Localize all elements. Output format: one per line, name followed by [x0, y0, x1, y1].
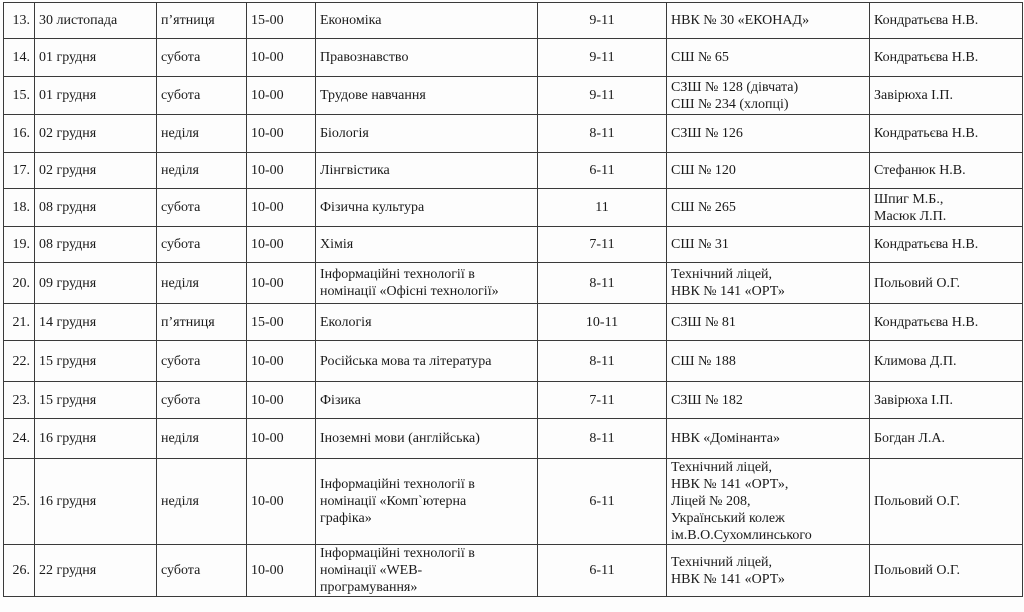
venue-cell [667, 341, 870, 382]
responsible-cell-line: Кондратьєва Н.В. [874, 237, 979, 252]
subject-cell-line: Економіка [320, 13, 382, 28]
subject-cell [316, 341, 538, 382]
weekday-cell: субота [157, 77, 247, 115]
venue-cell-line: СШ № 265 [671, 200, 736, 215]
date-cell: 14 грудня [35, 304, 157, 341]
row-number: 18. [4, 189, 35, 227]
venue-cell-line: СЗШ № 81 [671, 314, 736, 330]
venue-cell [667, 39, 870, 77]
date-cell: 16 грудня [35, 419, 157, 459]
row-number: 17. [4, 153, 35, 189]
time-cell: 15-00 [247, 3, 316, 39]
subject-cell [316, 304, 538, 341]
weekday-cell: неділя [157, 115, 247, 153]
subject-cell [316, 382, 538, 419]
weekday-cell: п’ятниця [157, 304, 247, 341]
table-row [4, 304, 1023, 341]
responsible-cell-line: Масюк Л.П. [874, 208, 947, 224]
subject-cell-line: номінації «Офісні технології» [320, 284, 499, 299]
table-row [4, 189, 1023, 227]
responsible-cell-line: Завірюха І.П. [874, 88, 953, 103]
responsible-cell [870, 39, 1023, 77]
classes-cell: 8-11 [538, 419, 667, 459]
responsible-cell-line: Кондратьєва Н.В. [874, 126, 979, 141]
responsible-cell-line: Кондратьєва Н.В. [874, 50, 979, 65]
date-cell: 15 грудня [35, 382, 157, 419]
time-cell: 10-00 [247, 341, 316, 382]
table-row [4, 341, 1023, 382]
row-number: 21. [4, 304, 35, 341]
olympiad-schedule-table [3, 2, 1023, 597]
venue-cell-line: СШ № 120 [671, 163, 736, 178]
venue-cell-line: НВК № 141 «ОРТ», [671, 477, 789, 492]
weekday-cell: неділя [157, 459, 247, 545]
classes-cell: 9-11 [538, 39, 667, 77]
row-number: 23. [4, 382, 35, 419]
time-cell: 10-00 [247, 189, 316, 227]
classes-cell: 8-11 [538, 263, 667, 304]
responsible-cell-line: Польовий О.Г. [874, 275, 961, 291]
classes-cell: 11 [538, 189, 667, 227]
responsible-cell-line: Завірюха І.П. [874, 392, 953, 408]
classes-cell: 6-11 [538, 459, 667, 545]
subject-cell [316, 419, 538, 459]
venue-cell [667, 459, 870, 545]
subject-cell-line: Російська мова та література [320, 353, 492, 369]
table-row [4, 382, 1023, 419]
classes-cell: 9-11 [538, 3, 667, 39]
time-cell: 10-00 [247, 227, 316, 263]
date-cell: 08 грудня [35, 189, 157, 227]
subject-cell [316, 263, 538, 304]
responsible-cell-line: Климова Д.П. [874, 353, 957, 369]
classes-cell: 6-11 [538, 153, 667, 189]
venue-cell [667, 227, 870, 263]
venue-cell-line: СШ № 31 [671, 237, 729, 252]
subject-cell-line: Хімія [320, 237, 354, 252]
venue-cell-line: СЗШ № 126 [671, 126, 743, 141]
responsible-cell [870, 545, 1023, 597]
classes-cell: 7-11 [538, 227, 667, 263]
row-number: 15. [4, 77, 35, 115]
subject-cell [316, 545, 538, 597]
classes-cell: 10-11 [538, 304, 667, 341]
classes-cell: 7-11 [538, 382, 667, 419]
venue-cell-line: СЗШ № 128 (дівчата) [671, 79, 799, 95]
time-cell: 10-00 [247, 545, 316, 597]
venue-cell [667, 189, 870, 227]
subject-cell-line: графіка» [320, 511, 372, 526]
table-row [4, 77, 1023, 115]
venue-cell [667, 263, 870, 304]
table-row [4, 459, 1023, 545]
schedule-body [4, 3, 1023, 597]
date-cell: 22 грудня [35, 545, 157, 597]
venue-cell [667, 419, 870, 459]
venue-cell [667, 153, 870, 189]
table-row [4, 419, 1023, 459]
venue-cell-line: СШ № 188 [671, 353, 736, 369]
subject-cell-line: Інформаційні технології в [320, 267, 475, 282]
responsible-cell [870, 227, 1023, 263]
date-cell: 08 грудня [35, 227, 157, 263]
responsible-cell-line: Польовий О.Г. [874, 563, 961, 578]
classes-cell: 9-11 [538, 77, 667, 115]
row-number: 19. [4, 227, 35, 263]
time-cell: 10-00 [247, 39, 316, 77]
date-cell: 16 грудня [35, 459, 157, 545]
venue-cell-line: Технічний ліцей, [671, 554, 773, 570]
row-number: 26. [4, 545, 35, 597]
classes-cell: 6-11 [538, 545, 667, 597]
venue-cell-line: Український колеж [671, 511, 785, 526]
time-cell: 15-00 [247, 304, 316, 341]
venue-cell-line: НВК № 30 «ЕКОНАД» [671, 13, 810, 28]
time-cell: 10-00 [247, 153, 316, 189]
date-cell: 02 грудня [35, 153, 157, 189]
classes-cell: 8-11 [538, 115, 667, 153]
responsible-cell [870, 304, 1023, 341]
row-number: 14. [4, 39, 35, 77]
weekday-cell: субота [157, 382, 247, 419]
time-cell: 10-00 [247, 382, 316, 419]
weekday-cell: субота [157, 189, 247, 227]
time-cell: 10-00 [247, 263, 316, 304]
date-cell: 15 грудня [35, 341, 157, 382]
responsible-cell-line: Польовий О.Г. [874, 494, 961, 509]
table-row [4, 545, 1023, 597]
weekday-cell: субота [157, 341, 247, 382]
weekday-cell: неділя [157, 153, 247, 189]
subject-cell-line: Фізика [320, 392, 361, 408]
responsible-cell-line: Кондратьєва Н.В. [874, 13, 979, 28]
date-cell: 30 листопада [35, 3, 157, 39]
venue-cell-line: Технічний ліцей, [671, 460, 773, 475]
date-cell: 01 грудня [35, 39, 157, 77]
row-number: 24. [4, 419, 35, 459]
subject-cell-line: програмування» [320, 580, 418, 595]
venue-cell-line: НВК № 141 «ОРТ» [671, 284, 785, 299]
time-cell: 10-00 [247, 459, 316, 545]
table-row [4, 115, 1023, 153]
venue-cell-line: ім.В.О.Сухомлинського [671, 528, 812, 543]
venue-cell-line: НВК «Домінанта» [671, 431, 781, 446]
subject-cell-line: номінації «WEB- [320, 563, 423, 578]
subject-cell [316, 39, 538, 77]
subject-cell [316, 153, 538, 189]
date-cell: 02 грудня [35, 115, 157, 153]
venue-cell [667, 77, 870, 115]
subject-cell-line: Правознавство [320, 50, 409, 65]
subject-cell-line: Трудове навчання [320, 88, 426, 103]
responsible-cell-line: Богдан Л.А. [874, 431, 946, 446]
venue-cell [667, 115, 870, 153]
responsible-cell [870, 3, 1023, 39]
time-cell: 10-00 [247, 419, 316, 459]
responsible-cell [870, 382, 1023, 419]
venue-cell [667, 545, 870, 597]
subject-cell-line: Лінгвістика [320, 163, 390, 178]
responsible-cell [870, 419, 1023, 459]
responsible-cell [870, 263, 1023, 304]
venue-cell-line: Ліцей № 208, [671, 494, 751, 509]
subject-cell [316, 189, 538, 227]
row-number: 13. [4, 3, 35, 39]
venue-cell-line: СШ № 65 [671, 50, 729, 65]
weekday-cell: субота [157, 545, 247, 597]
responsible-cell [870, 153, 1023, 189]
subject-cell-line: Інформаційні технології в [320, 546, 475, 561]
responsible-cell-line: Шпиг М.Б., [874, 191, 944, 207]
weekday-cell: субота [157, 227, 247, 263]
venue-cell-line: СЗШ № 182 [671, 392, 743, 408]
venue-cell [667, 304, 870, 341]
date-cell: 09 грудня [35, 263, 157, 304]
subject-cell [316, 459, 538, 545]
subject-cell-line: Фізична культура [320, 200, 425, 215]
row-number: 20. [4, 263, 35, 304]
weekday-cell: субота [157, 39, 247, 77]
row-number: 16. [4, 115, 35, 153]
table-row [4, 153, 1023, 189]
weekday-cell: неділя [157, 263, 247, 304]
table-row [4, 263, 1023, 304]
weekday-cell: неділя [157, 419, 247, 459]
responsible-cell [870, 189, 1023, 227]
subject-cell [316, 3, 538, 39]
venue-cell-line: НВК № 141 «ОРТ» [671, 571, 785, 587]
weekday-cell: п’ятниця [157, 3, 247, 39]
subject-cell-line: Екологія [320, 314, 372, 330]
table-row [4, 227, 1023, 263]
row-number: 22. [4, 341, 35, 382]
date-cell: 01 грудня [35, 77, 157, 115]
venue-cell [667, 382, 870, 419]
time-cell: 10-00 [247, 115, 316, 153]
subject-cell-line: Інформаційні технології в [320, 477, 475, 492]
table-row [4, 39, 1023, 77]
subject-cell-line: номінації «Комп`ютерна [320, 494, 467, 509]
subject-cell [316, 227, 538, 263]
venue-cell [667, 3, 870, 39]
responsible-cell-line: Кондратьєва Н.В. [874, 314, 979, 330]
table-row [4, 3, 1023, 39]
subject-cell-line: Іноземні мови (англійська) [320, 431, 480, 446]
responsible-cell [870, 459, 1023, 545]
row-number: 25. [4, 459, 35, 545]
subject-cell [316, 77, 538, 115]
responsible-cell [870, 341, 1023, 382]
responsible-cell [870, 77, 1023, 115]
responsible-cell [870, 115, 1023, 153]
classes-cell: 8-11 [538, 341, 667, 382]
subject-cell [316, 115, 538, 153]
venue-cell-line: СШ № 234 (хлопці) [671, 96, 789, 112]
time-cell: 10-00 [247, 77, 316, 115]
subject-cell-line: Біологія [320, 126, 369, 141]
venue-cell-line: Технічний ліцей, [671, 267, 773, 282]
responsible-cell-line: Стефанюк Н.В. [874, 163, 966, 178]
